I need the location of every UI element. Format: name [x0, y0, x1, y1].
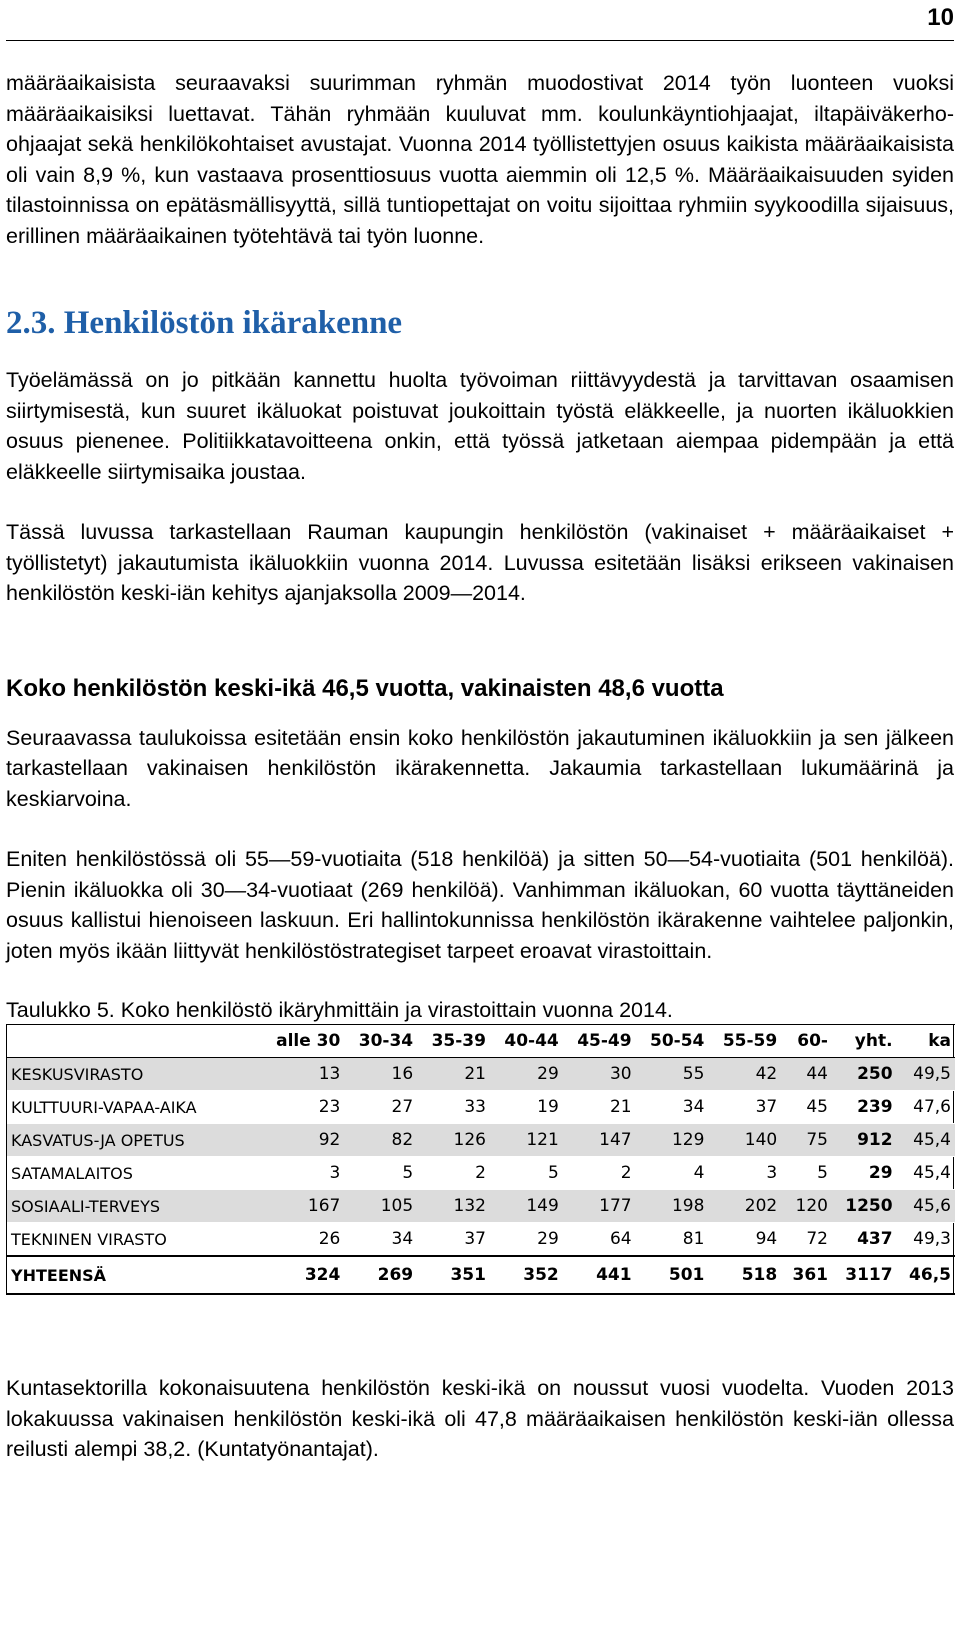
- header-rule: [6, 40, 954, 41]
- header-cell: 60-: [797, 1031, 828, 1051]
- table-row: [7, 1091, 955, 1124]
- header-cell: 35-39: [431, 1031, 486, 1051]
- table-cell: 55: [682, 1064, 705, 1084]
- row-label: KASVATUS-JA OPETUS: [11, 1130, 185, 1150]
- table-cell: 72: [806, 1229, 828, 1249]
- table-cell: 361: [792, 1265, 828, 1285]
- table-cell: 120: [795, 1196, 828, 1216]
- table-cell-average: 49,5: [913, 1064, 951, 1084]
- table-cell: 21: [464, 1064, 486, 1084]
- table-cell: 94: [755, 1229, 778, 1249]
- table-cell: 92: [318, 1130, 341, 1150]
- table-cell-total: 437: [857, 1229, 893, 1249]
- table-cell: 2: [475, 1163, 486, 1183]
- table-cell: 105: [380, 1196, 414, 1216]
- row-label: KULTTUURI-VAPAA-AIKA: [11, 1097, 197, 1117]
- table-cell: 37: [464, 1229, 486, 1249]
- header-cell: 40-44: [504, 1031, 559, 1051]
- table-cell: 121: [526, 1130, 559, 1150]
- table-cell-average: 49,3: [913, 1229, 951, 1249]
- table-cell-average: 45,4: [913, 1130, 951, 1150]
- row-label: SOSIAALI-TERVEYS: [11, 1196, 161, 1216]
- table-cell-total: 3117: [845, 1265, 893, 1285]
- table-cell: 27: [391, 1097, 414, 1117]
- table-row: [7, 1157, 955, 1190]
- table-cell-total: 239: [857, 1097, 893, 1117]
- header-cell: 55-59: [722, 1031, 778, 1051]
- table-cell: 5: [402, 1163, 414, 1183]
- table-cell: 3: [329, 1163, 341, 1183]
- table-cell: 167: [307, 1196, 341, 1216]
- table-caption: Taulukko 5. Koko henkilöstö ikäryhmittäin ja virastoittain vuonna 2014.: [6, 998, 673, 1022]
- table-cell: 33: [464, 1097, 486, 1117]
- header-cell: alle 30: [276, 1031, 341, 1051]
- table-cell-total: 250: [857, 1064, 893, 1084]
- table-cell-average: 45,4: [913, 1163, 951, 1183]
- table-cell: 198: [671, 1196, 705, 1216]
- table-cell: 16: [391, 1064, 414, 1084]
- table-cell: 177: [599, 1196, 632, 1216]
- header-cell: ka: [928, 1031, 951, 1051]
- table-cell: 23: [318, 1097, 341, 1117]
- table-cell: 149: [526, 1196, 559, 1216]
- table-cell: 82: [391, 1130, 414, 1150]
- page-content: [6, 68, 954, 1465]
- table-cell-average: 46,5: [909, 1265, 951, 1285]
- table-row: [7, 1190, 955, 1223]
- table-cell: 34: [682, 1097, 705, 1117]
- table-cell: 5: [547, 1163, 559, 1183]
- paragraph-tables-intro: Seuraavassa taulukoissa esitetään ensin koko henkilöstön jakautuminen ikäluokkiin ja sen jälkeen tarkastellaan vakinaisen henkilöstön ikärakennetta. Jakaumia tarkastellaan lukumäärinä ja keskiarvoina.: [6, 725, 954, 811]
- table-cell-total: 1250: [845, 1196, 893, 1216]
- page-number: 10: [927, 4, 954, 31]
- table-cell: 29: [537, 1229, 559, 1249]
- table-cell-total: 912: [857, 1130, 893, 1150]
- table-cell: 4: [693, 1163, 705, 1183]
- table-cell: 441: [596, 1265, 632, 1285]
- table-cell-total: 29: [868, 1163, 893, 1183]
- total-row-label: YHTEENSÄ: [11, 1265, 107, 1285]
- table-cell: 501: [668, 1265, 705, 1285]
- table-cell: 21: [609, 1097, 632, 1117]
- table-cell: 29: [537, 1064, 559, 1084]
- table-row: [7, 1124, 955, 1157]
- table-cell: 81: [682, 1229, 705, 1249]
- table-cell: 64: [609, 1229, 632, 1249]
- table-cell: 75: [806, 1130, 828, 1150]
- table-row: [7, 1058, 955, 1091]
- paragraph-age-groups: Eniten henkilöstössä oli 55—59-vuotiaita (518 henkilöä) ja sitten 50—54-vuotiaita (501 henkilöä). Pienin ikäluokka oli 30—34-vuotiaat (269 henkilöä). Vanhimman ikäluokan, 60 vuotta täyttäneiden osuus kallistui hienoiseen laskuun. Eri hallintokunnissa henkilöstön ikärakenne vaihtelee paljonkin, joten myös ikään liittyvät henkilöstöstrategiset tarpeet eroavat virastoittain.: [6, 847, 954, 963]
- row-label: TEKNINEN VIRASTO: [11, 1229, 167, 1249]
- header-cell: [7, 1025, 260, 1058]
- header-cell: 45-49: [577, 1031, 632, 1051]
- table-cell: 202: [744, 1196, 778, 1216]
- subheading-average-age: Koko henkilöstön keski-ikä 46,5 vuotta, vakinaisten 48,6 vuotta: [6, 674, 724, 702]
- header-cell: 50-54: [650, 1031, 705, 1051]
- table-cell: 147: [599, 1130, 632, 1150]
- table-cell: 129: [671, 1130, 705, 1150]
- table-cell: 3: [766, 1163, 778, 1183]
- table-cell: 132: [453, 1196, 486, 1216]
- table-cell: 324: [304, 1265, 341, 1285]
- table-cell: 140: [744, 1130, 778, 1150]
- table-header-row: [7, 1025, 955, 1058]
- table-cell-average: 47,6: [913, 1097, 951, 1117]
- table-cell: 45: [806, 1097, 828, 1117]
- header-cell: 30-34: [358, 1031, 414, 1051]
- table-cell: 30: [609, 1064, 632, 1084]
- table-cell: 126: [453, 1130, 486, 1150]
- age-table-wrapper: [6, 1024, 954, 1295]
- paragraph-chapter-intro: Tässä luvussa tarkastellaan Rauman kaupungin henkilöstön (vakinaiset + määräaikaiset + työllistetyt) jakautumista ikäluokkiin vuonna 2014. Luvussa esitetään lisäksi erikseen vakinaisen henkilöstön keski-iän kehitys ajanjaksolla 2009—2014.: [6, 520, 954, 605]
- table-cell: 352: [523, 1265, 559, 1285]
- table-cell: 37: [755, 1097, 778, 1117]
- paragraph-fixed-term: määräaikaisista seuraavaksi suurimman ryhmän muodostivat 2014 työn luonteen vuoksi määräaikaisiksi luettavat. Tähän ryhmään kuuluvat mm. koulunkäyntiohjaajat, iltapäiväkerho-ohjaajat sekä henkilökohtaiset avustajat. Vuonna 2014 työllistettyjen osuus kaikista määräaikaisista oli vain 8,9 %, kun vastaava prosenttiosuus vuotta aiemmin oli 12,5 %. Määräaikaisuuden syiden tilastoinnissa on epätäsmällisyyttä, sillä tuntiopettajat on voitu sijoittaa ryhmiin syykoodilla sijaisuus, erillinen määräaikainen työtehtävä tai työn luonne.: [6, 71, 954, 248]
- table-body: [7, 1058, 955, 1257]
- table-cell: 5: [817, 1163, 828, 1183]
- table-cell: 26: [318, 1229, 341, 1249]
- table-cell: 19: [537, 1097, 559, 1117]
- table-row: [7, 1223, 955, 1257]
- age-table: [7, 1024, 955, 1295]
- table-cell: 34: [391, 1229, 414, 1249]
- header-cell: yht.: [854, 1031, 893, 1051]
- table-cell: 2: [620, 1163, 632, 1183]
- table-cell: 351: [450, 1265, 486, 1285]
- section-heading: 2.3. Henkilöstön ikärakenne: [6, 305, 403, 341]
- table-cell: 13: [318, 1064, 341, 1084]
- table-cell: 518: [741, 1265, 778, 1285]
- paragraph-municipal-sector: Kuntasektorilla kokonaisuutena henkilöstön keski-ikä on noussut vuosi vuodelta. Vuoden 2013 lokakuussa vakinaisen henkilöstön keski-ikä oli 47,8 määräaikaisen henkilöstön keski-iän ollessa reilusti alempi 38,2. (Kuntatyönantajat).: [6, 1376, 954, 1461]
- row-label: SATAMALAITOS: [11, 1163, 133, 1183]
- table-cell-average: 45,6: [913, 1196, 951, 1216]
- table-total-row: [7, 1256, 955, 1294]
- paragraph-workforce: Työelämässä on jo pitkään kannettu huolta työvoiman riittävyydestä ja tarvittavan osaamisen siirtymisestä, kun suuret ikäluokat poistuvat joukoittain työstä eläkkeelle, ja nuorten ikäluokkien osuus pienenee. Politiikkatavoitteena onkin, että työssä jatketaan aiempaa pidempään ja että eläkkeelle siirtymisaika joustaa.: [6, 368, 954, 484]
- table-cell: 42: [755, 1064, 778, 1084]
- row-label: KESKUSVIRASTO: [11, 1064, 144, 1084]
- table-cell: 44: [806, 1064, 828, 1084]
- table-cell: 269: [377, 1265, 414, 1285]
